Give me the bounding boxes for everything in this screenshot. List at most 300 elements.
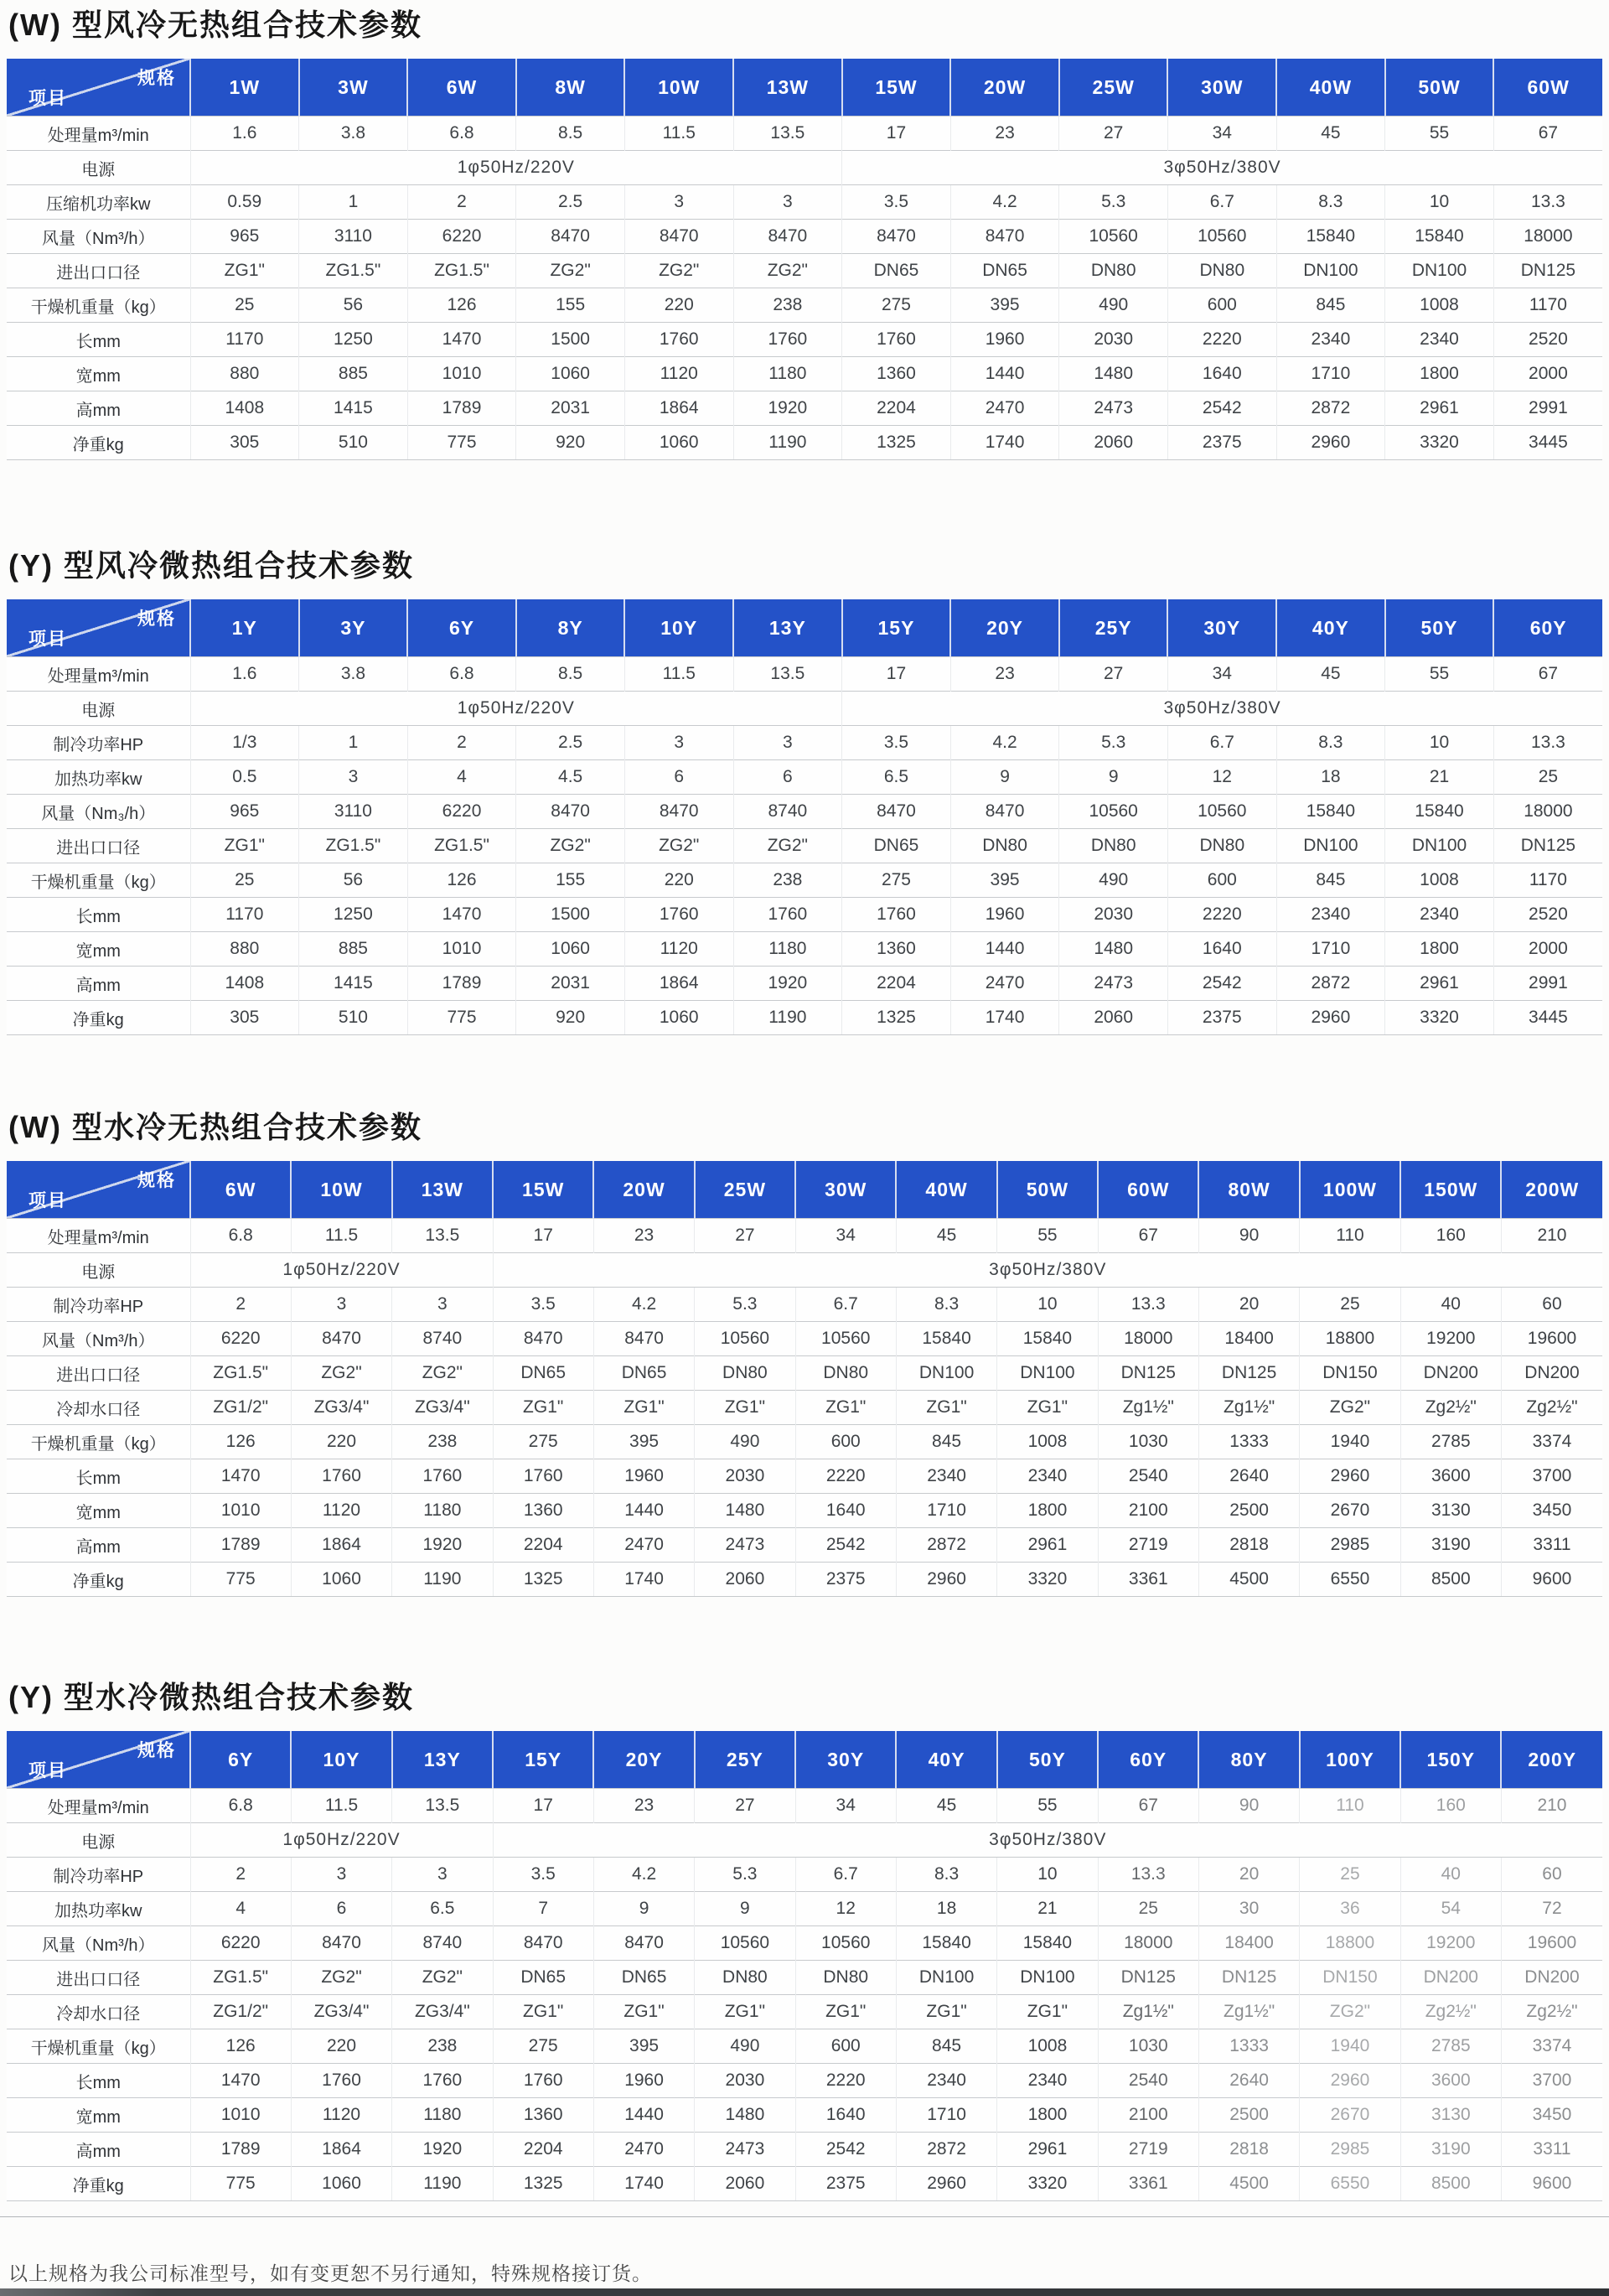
column-header: 6Y xyxy=(190,1731,291,1789)
value-cell: 2670 xyxy=(1300,1494,1400,1528)
value-cell: 10 xyxy=(997,1288,1098,1322)
value-cell: 6220 xyxy=(190,1926,291,1961)
value-cell: 1008 xyxy=(997,2029,1098,2064)
value-cell: 238 xyxy=(392,1425,493,1459)
value-cell: 490 xyxy=(695,1425,795,1459)
value-cell: 1789 xyxy=(190,2133,291,2167)
value-cell: 155 xyxy=(516,288,625,323)
value-cell: 2340 xyxy=(997,1459,1098,1494)
column-header: 80W xyxy=(1198,1161,1299,1219)
value-cell: 275 xyxy=(842,288,951,323)
column-header: 60W xyxy=(1493,59,1602,117)
column-header: 100Y xyxy=(1300,1731,1400,1789)
value-cell: 27 xyxy=(1059,117,1168,151)
value-cell: 2542 xyxy=(795,2133,896,2167)
column-header: 40Y xyxy=(896,1731,996,1789)
column-header: 13W xyxy=(392,1161,493,1219)
row-label: 进出口口径 xyxy=(7,829,190,863)
value-cell: 2960 xyxy=(1276,1001,1385,1035)
value-cell: 2961 xyxy=(997,1528,1098,1563)
merged-value-cell: 1φ50Hz/220V xyxy=(190,1823,493,1858)
value-cell: 2030 xyxy=(1059,898,1168,932)
value-cell: 2031 xyxy=(516,391,625,426)
value-cell: 3 xyxy=(291,1858,391,1892)
value-cell: 10560 xyxy=(795,1926,896,1961)
section-w-air-cooled xyxy=(0,7,1609,460)
value-cell: 2375 xyxy=(1167,426,1276,460)
value-cell: 2340 xyxy=(1385,898,1494,932)
value-cell: 6 xyxy=(733,760,842,795)
value-cell: 1760 xyxy=(392,1459,493,1494)
column-header: 150Y xyxy=(1400,1731,1501,1789)
column-header: 13Y xyxy=(733,599,842,657)
value-cell: 155 xyxy=(516,863,625,898)
column-header: 3Y xyxy=(299,599,408,657)
value-cell: 2.5 xyxy=(516,185,625,220)
value-cell: Zg2½" xyxy=(1400,1995,1501,2029)
row-label: 干燥机重量（kg） xyxy=(7,288,190,323)
corner-header-cell xyxy=(7,1731,190,1789)
value-cell: 1170 xyxy=(1493,288,1602,323)
value-cell: 4.5 xyxy=(516,760,625,795)
value-cell: 1864 xyxy=(624,967,733,1001)
value-cell: ZG1.5" xyxy=(299,254,408,288)
row-label: 净重kg xyxy=(7,1001,190,1035)
value-cell: 1760 xyxy=(493,1459,593,1494)
value-cell: 6220 xyxy=(190,1322,291,1356)
value-cell: 2719 xyxy=(1098,1528,1198,1563)
value-cell: 3361 xyxy=(1098,2167,1198,2201)
row-label: 进出口口径 xyxy=(7,254,190,288)
value-cell: ZG1.5" xyxy=(299,829,408,863)
value-cell: 15840 xyxy=(1276,795,1385,829)
column-header: 30W xyxy=(795,1161,896,1219)
value-cell: 1480 xyxy=(1059,932,1168,967)
value-cell: ZG1" xyxy=(190,254,299,288)
value-cell: 2961 xyxy=(1385,391,1494,426)
value-cell: 6.7 xyxy=(1167,185,1276,220)
section-w-water-cooled xyxy=(0,1109,1609,1597)
value-cell: 775 xyxy=(190,1563,291,1597)
column-header: 15W xyxy=(493,1161,593,1219)
divider-line xyxy=(0,2216,1609,2217)
column-header: 6W xyxy=(407,59,516,117)
row-label: 风量（Nm³/h） xyxy=(7,1926,190,1961)
value-cell: 2520 xyxy=(1493,898,1602,932)
value-cell: ZG2" xyxy=(624,829,733,863)
value-cell: 15840 xyxy=(1276,220,1385,254)
value-cell: 920 xyxy=(516,1001,625,1035)
value-cell: 1940 xyxy=(1300,2029,1400,2064)
value-cell: 18 xyxy=(1276,760,1385,795)
value-cell: 0.5 xyxy=(190,760,299,795)
value-cell: 2 xyxy=(190,1858,291,1892)
column-header: 50Y xyxy=(1385,599,1494,657)
value-cell: 60 xyxy=(1501,1858,1602,1892)
value-cell: 3 xyxy=(299,760,408,795)
value-cell: 275 xyxy=(493,2029,593,2064)
value-cell: 238 xyxy=(733,863,842,898)
value-cell: 1190 xyxy=(733,426,842,460)
row-label: 长mm xyxy=(7,1459,190,1494)
value-cell: 1/3 xyxy=(190,726,299,760)
value-cell: ZG1" xyxy=(493,1391,593,1425)
value-cell: 56 xyxy=(299,288,408,323)
column-header: 20W xyxy=(950,59,1059,117)
value-cell: 395 xyxy=(593,1425,694,1459)
value-cell: 30 xyxy=(1198,1892,1299,1926)
section-y-air-cooled xyxy=(0,547,1609,1035)
value-cell: DN80 xyxy=(1059,254,1168,288)
value-cell: 10560 xyxy=(1059,795,1168,829)
value-cell: 8470 xyxy=(516,220,625,254)
value-cell: 13.5 xyxy=(392,1219,493,1253)
value-cell: 15840 xyxy=(1385,795,1494,829)
value-cell: 8.5 xyxy=(516,117,625,151)
value-cell: 27 xyxy=(695,1789,795,1823)
value-cell: 10560 xyxy=(1167,795,1276,829)
bottom-scan-strip xyxy=(0,2288,1609,2296)
value-cell: 19200 xyxy=(1400,1926,1501,1961)
value-cell: 2473 xyxy=(1059,967,1168,1001)
value-cell: 18 xyxy=(896,1892,996,1926)
value-cell: 2640 xyxy=(1198,2064,1299,2098)
value-cell: DN100 xyxy=(1276,829,1385,863)
value-cell: ZG2" xyxy=(291,1356,391,1391)
value-cell: 1010 xyxy=(190,1494,291,1528)
value-cell: 220 xyxy=(291,2029,391,2064)
page-title-w-air-cooled: (W) 型风冷无热组合技术参数 xyxy=(8,8,422,42)
value-cell: 6 xyxy=(291,1892,391,1926)
column-header: 3W xyxy=(299,59,408,117)
value-cell: 8500 xyxy=(1400,2167,1501,2201)
value-cell: 13.3 xyxy=(1493,185,1602,220)
value-cell: 965 xyxy=(190,795,299,829)
value-cell: 10560 xyxy=(1059,220,1168,254)
value-cell: 2060 xyxy=(1059,1001,1168,1035)
value-cell: 40 xyxy=(1400,1288,1501,1322)
value-cell: 2030 xyxy=(695,2064,795,2098)
value-cell: 1060 xyxy=(516,357,625,391)
column-header: 1W xyxy=(190,59,299,117)
row-label: 制冷功率HP xyxy=(7,1288,190,1322)
column-header: 30Y xyxy=(1167,599,1276,657)
value-cell: ZG3/4" xyxy=(392,1391,493,1425)
column-header: 10W xyxy=(624,59,733,117)
value-cell: 1710 xyxy=(896,2098,996,2133)
value-cell: 25 xyxy=(1493,760,1602,795)
value-cell: 1920 xyxy=(392,1528,493,1563)
value-cell: 8740 xyxy=(392,1322,493,1356)
value-cell: 1800 xyxy=(1385,357,1494,391)
value-cell: ZG1" xyxy=(695,1391,795,1425)
value-cell: 11.5 xyxy=(624,657,733,692)
value-cell: 2100 xyxy=(1098,1494,1198,1528)
value-cell: 23 xyxy=(593,1219,694,1253)
row-label: 干燥机重量（kg） xyxy=(7,863,190,898)
value-cell: 2872 xyxy=(1276,967,1385,1001)
value-cell: 1920 xyxy=(392,2133,493,2167)
value-cell: 6.8 xyxy=(407,657,516,692)
value-cell: 2340 xyxy=(896,1459,996,1494)
column-header: 200W xyxy=(1501,1161,1602,1219)
value-cell: 2060 xyxy=(1059,426,1168,460)
value-cell: 8470 xyxy=(493,1926,593,1961)
value-cell: 2872 xyxy=(896,1528,996,1563)
value-cell: 1640 xyxy=(795,2098,896,2133)
value-cell: 5.3 xyxy=(695,1858,795,1892)
value-cell: 3190 xyxy=(1400,1528,1501,1563)
column-header: 25W xyxy=(1059,59,1168,117)
value-cell: 2960 xyxy=(1300,2064,1400,2098)
value-cell: 2220 xyxy=(795,1459,896,1494)
value-cell: 8470 xyxy=(624,795,733,829)
value-cell: 5.3 xyxy=(695,1288,795,1322)
row-label: 宽mm xyxy=(7,2098,190,2133)
value-cell: 2719 xyxy=(1098,2133,1198,2167)
value-cell: 3 xyxy=(624,726,733,760)
value-cell: 3.8 xyxy=(299,117,408,151)
column-header: 1Y xyxy=(190,599,299,657)
value-cell: 3361 xyxy=(1098,1563,1198,1597)
value-cell: 9 xyxy=(593,1892,694,1926)
column-header: 50W xyxy=(1385,59,1494,117)
value-cell: 110 xyxy=(1300,1219,1400,1253)
value-cell: 6.5 xyxy=(392,1892,493,1926)
value-cell: 2872 xyxy=(896,2133,996,2167)
value-cell: 60 xyxy=(1501,1288,1602,1322)
value-cell: 885 xyxy=(299,357,408,391)
value-cell: 1120 xyxy=(624,932,733,967)
value-cell: 3.5 xyxy=(842,185,951,220)
value-cell: 1789 xyxy=(190,1528,291,1563)
value-cell: 9600 xyxy=(1501,2167,1602,2201)
value-cell: 1800 xyxy=(997,1494,1098,1528)
row-label: 干燥机重量（kg） xyxy=(7,2029,190,2064)
value-cell: Zg1½" xyxy=(1098,1995,1198,2029)
value-cell: ZG2" xyxy=(392,1356,493,1391)
value-cell: DN80 xyxy=(1059,829,1168,863)
value-cell: Zg1½" xyxy=(1098,1391,1198,1425)
value-cell: 2060 xyxy=(695,2167,795,2201)
value-cell: 21 xyxy=(997,1892,1098,1926)
value-cell: ZG1" xyxy=(593,1995,694,2029)
value-cell: 15840 xyxy=(997,1926,1098,1961)
value-cell: 2000 xyxy=(1493,357,1602,391)
value-cell: 2961 xyxy=(997,2133,1098,2167)
value-cell: 55 xyxy=(997,1219,1098,1253)
value-cell: 3 xyxy=(624,185,733,220)
merged-value-cell: 3φ50Hz/380V xyxy=(493,1253,1602,1288)
value-cell: 2470 xyxy=(950,391,1059,426)
value-cell: 9 xyxy=(695,1892,795,1926)
value-cell: 15840 xyxy=(896,1322,996,1356)
value-cell: Zg1½" xyxy=(1198,1391,1299,1425)
row-label: 风量（Nm³/h） xyxy=(7,1322,190,1356)
value-cell: 19200 xyxy=(1400,1322,1501,1356)
value-cell: 8470 xyxy=(950,220,1059,254)
value-cell: 1325 xyxy=(842,426,951,460)
value-cell: 1190 xyxy=(392,1563,493,1597)
value-cell: 1470 xyxy=(190,2064,291,2098)
value-cell: 1760 xyxy=(733,898,842,932)
value-cell: 8470 xyxy=(733,220,842,254)
value-cell: 1440 xyxy=(593,2098,694,2133)
value-cell: 25 xyxy=(190,863,299,898)
value-cell: 1010 xyxy=(407,357,516,391)
value-cell: 54 xyxy=(1400,1892,1501,1926)
value-cell: DN200 xyxy=(1400,1356,1501,1391)
value-cell: 1360 xyxy=(842,932,951,967)
value-cell: ZG2" xyxy=(516,829,625,863)
value-cell: 13.3 xyxy=(1098,1288,1198,1322)
value-cell: 17 xyxy=(493,1789,593,1823)
row-label: 压缩机功率kw xyxy=(7,185,190,220)
spec-table-y-air-cooled xyxy=(7,599,1602,1035)
row-label: 宽mm xyxy=(7,357,190,391)
value-cell: 1800 xyxy=(1385,932,1494,967)
row-label: 高mm xyxy=(7,967,190,1001)
row-label: 风量（Nm³/h） xyxy=(7,220,190,254)
value-cell: 10 xyxy=(1385,185,1494,220)
value-cell: 2100 xyxy=(1098,2098,1198,2133)
column-header: 30W xyxy=(1167,59,1276,117)
value-cell: 126 xyxy=(190,2029,291,2064)
value-cell: ZG2" xyxy=(392,1961,493,1995)
value-cell: 3600 xyxy=(1400,2064,1501,2098)
value-cell: 1 xyxy=(299,726,408,760)
value-cell: 10560 xyxy=(1167,220,1276,254)
value-cell: 1640 xyxy=(795,1494,896,1528)
value-cell: DN65 xyxy=(950,254,1059,288)
value-cell: 4.2 xyxy=(593,1288,694,1322)
value-cell: DN200 xyxy=(1400,1961,1501,1995)
value-cell: 1960 xyxy=(950,323,1059,357)
value-cell: 13.5 xyxy=(733,117,842,151)
column-header: 50Y xyxy=(997,1731,1098,1789)
corner-item-label: 项目 xyxy=(28,1761,67,1780)
value-cell: 1360 xyxy=(842,357,951,391)
column-header: 80Y xyxy=(1198,1731,1299,1789)
value-cell: DN100 xyxy=(896,1356,996,1391)
value-cell: 55 xyxy=(1385,117,1494,151)
value-cell: 45 xyxy=(896,1789,996,1823)
value-cell: 5.3 xyxy=(1059,185,1168,220)
value-cell: 20 xyxy=(1198,1858,1299,1892)
value-cell: 275 xyxy=(842,863,951,898)
value-cell: 18800 xyxy=(1300,1926,1400,1961)
value-cell: 1470 xyxy=(407,323,516,357)
row-label: 电源 xyxy=(7,692,190,726)
value-cell: DN65 xyxy=(842,254,951,288)
value-cell: 4.2 xyxy=(950,185,1059,220)
value-cell: 1030 xyxy=(1098,2029,1198,2064)
value-cell: 2960 xyxy=(1276,426,1385,460)
value-cell: 1250 xyxy=(299,898,408,932)
value-cell: 2818 xyxy=(1198,2133,1299,2167)
value-cell: 2030 xyxy=(695,1459,795,1494)
value-cell: 2473 xyxy=(695,1528,795,1563)
value-cell: 1760 xyxy=(842,323,951,357)
value-cell: 3445 xyxy=(1493,426,1602,460)
value-cell: DN80 xyxy=(1167,254,1276,288)
column-header: 100W xyxy=(1300,1161,1400,1219)
value-cell: 2872 xyxy=(1276,391,1385,426)
value-cell: 1120 xyxy=(291,2098,391,2133)
corner-header-cell xyxy=(7,599,190,657)
row-label: 净重kg xyxy=(7,426,190,460)
value-cell: 2.5 xyxy=(516,726,625,760)
value-cell: 15840 xyxy=(896,1926,996,1961)
row-label: 电源 xyxy=(7,151,190,185)
value-cell: ZG2" xyxy=(624,254,733,288)
value-cell: 18400 xyxy=(1198,1926,1299,1961)
value-cell: 2991 xyxy=(1493,967,1602,1001)
value-cell: 8470 xyxy=(291,1926,391,1961)
value-cell: 2340 xyxy=(1276,323,1385,357)
value-cell: 160 xyxy=(1400,1219,1501,1253)
value-cell: 3700 xyxy=(1501,1459,1602,1494)
value-cell: 510 xyxy=(299,1001,408,1035)
value-cell: 2961 xyxy=(1385,967,1494,1001)
value-cell: ZG2" xyxy=(1300,1995,1400,2029)
value-cell: 1960 xyxy=(950,898,1059,932)
value-cell: 10 xyxy=(1385,726,1494,760)
value-cell: 1120 xyxy=(624,357,733,391)
value-cell: 3320 xyxy=(997,1563,1098,1597)
value-cell: ZG1.5" xyxy=(407,829,516,863)
value-cell: 1180 xyxy=(733,932,842,967)
value-cell: 8470 xyxy=(593,1322,694,1356)
value-cell: 27 xyxy=(695,1219,795,1253)
value-cell: 2470 xyxy=(593,2133,694,2167)
value-cell: 9 xyxy=(1059,760,1168,795)
value-cell: 880 xyxy=(190,932,299,967)
value-cell: 1789 xyxy=(407,967,516,1001)
value-cell: 1864 xyxy=(291,2133,391,2167)
value-cell: 2520 xyxy=(1493,323,1602,357)
value-cell: 1010 xyxy=(190,2098,291,2133)
value-cell: 3130 xyxy=(1400,2098,1501,2133)
value-cell: 56 xyxy=(299,863,408,898)
value-cell: 3311 xyxy=(1501,2133,1602,2167)
value-cell: 2540 xyxy=(1098,2064,1198,2098)
value-cell: 1408 xyxy=(190,967,299,1001)
value-cell: 23 xyxy=(950,117,1059,151)
value-cell: 3600 xyxy=(1400,1459,1501,1494)
value-cell: 2375 xyxy=(795,1563,896,1597)
value-cell: ZG2" xyxy=(733,829,842,863)
value-cell: 2542 xyxy=(795,1528,896,1563)
value-cell: ZG3/4" xyxy=(392,1995,493,2029)
value-cell: 3.5 xyxy=(842,726,951,760)
value-cell: 885 xyxy=(299,932,408,967)
value-cell: 18800 xyxy=(1300,1322,1400,1356)
value-cell: 23 xyxy=(950,657,1059,692)
value-cell: 8470 xyxy=(516,795,625,829)
value-cell: ZG1" xyxy=(190,829,299,863)
value-cell: ZG2" xyxy=(516,254,625,288)
value-cell: 1740 xyxy=(950,1001,1059,1035)
value-cell: 19600 xyxy=(1501,1926,1602,1961)
row-label: 净重kg xyxy=(7,2167,190,2201)
value-cell: 1170 xyxy=(190,898,299,932)
value-cell: 490 xyxy=(1059,288,1168,323)
value-cell: ZG2" xyxy=(1300,1391,1400,1425)
value-cell: 2204 xyxy=(493,2133,593,2167)
column-header: 15Y xyxy=(493,1731,593,1789)
value-cell: 160 xyxy=(1400,1789,1501,1823)
